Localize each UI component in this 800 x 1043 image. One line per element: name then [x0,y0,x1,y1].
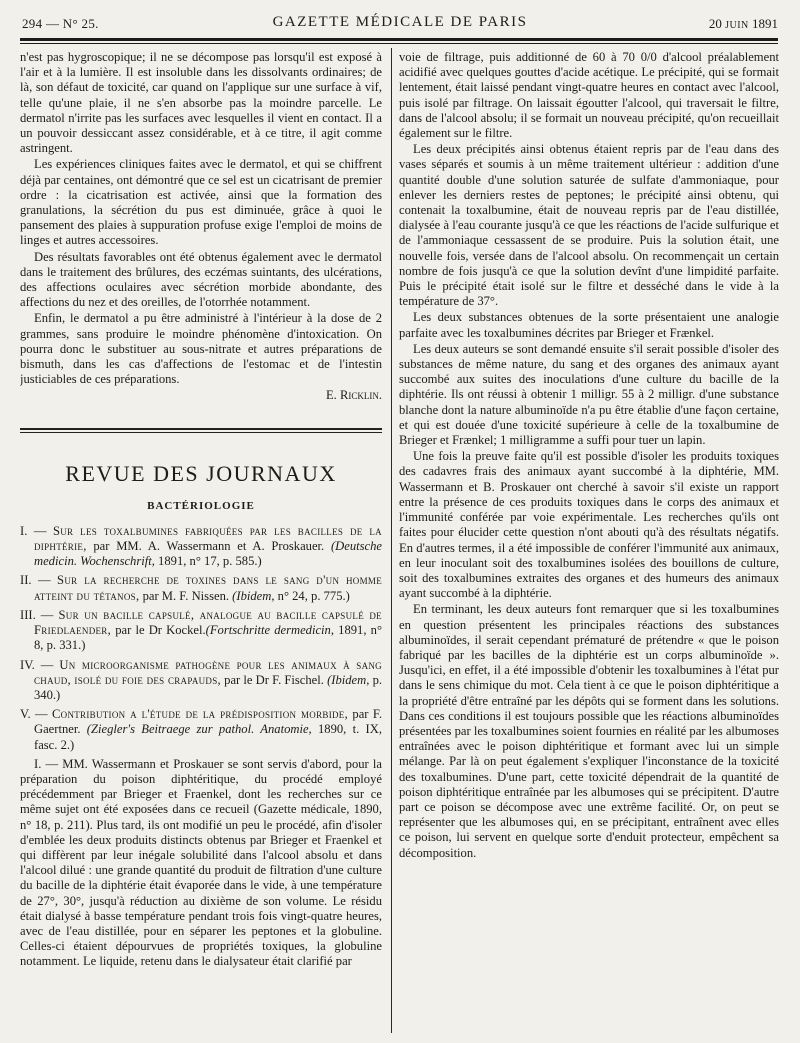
journal-title: GAZETTE MÉDICALE DE PARIS [272,14,528,30]
intro-paragraph-2: Les expériences cliniques faites avec le dermatol, et qui se chiffrent déjà par centaines, ont démontré que ce sel est un cicatrisant de premier ordre : la cicatrisation est activée, ainsi que la formation des granulations, la sécrétion du pus est diminuée, grâce à quoi le pansement des plaies à suppuration profuse exige l'emploi de moins de linges et autres accessoires. [20,157,382,248]
reference-number: II. — [20,573,51,588]
reference-number: IV. — [20,657,54,672]
reference-item [20,573,382,603]
reference-title: Sur la recherche de toxines dans le sang d'un homme atteint du tétanos, [34,573,382,603]
reference-source: (Fortschritte dermedicin, [205,623,334,638]
reference-source: (Deutsche medicin. Wochenschrift, [34,539,382,569]
reference-authors: par M. F. Nissen. [139,588,230,603]
reference-details: p. 340.) [34,672,382,702]
header-rule-thick [20,38,778,41]
intro-paragraph-4: Enfin, le dermatol a pu être administré à l'intérieur à la dose de 2 grammes, sans produire le moindre phénomène d'intoxication. On pourra donc le substituer au sous-nitrate et autres préparations de bismuth, dans les cas d'affections de l'estomac et de l'intestin justiciables de ces préparations. [20,311,382,387]
article-paragraph: voie de filtrage, puis additionné de 60 à 70 0/0 d'alcool préalablement acidifié avec quelques gouttes d'acide acétique. Le précipité, qui se formait lentement, était laissé pendant vingt-quatre heures en contact avec l'alcool, puis isolé par filtrage. On laissait égoutter l'alcool, qui traversait le filtre, dans de l'alcool absolu; il se formait un nouveau précipité, qu'on recueillait également sur le filtre. [399,50,779,141]
reference-title: Sur un bacille capsulé, analogue au bacille capsulé de Friedlaender, [34,607,382,638]
intro-paragraph-1: n'est pas hygroscopique; il ne se décompose pas lorsqu'il est exposé à l'air et à la lumière. Il est insoluble dans les dissolvants ordinaires; de là, son défaut de toxicité, car quand on l'applique sur une surface à vif, telle qu'une plaie, il ne s'en absorbe pas la moindre parcelle. Le dermatol n'irrite pas les surfaces avec lesquelles il vient en contact. Il a un pouvoir dessiccant assez considérable, et à ce titre, il agit comme astringent. [20,50,382,156]
left-column [20,50,382,1035]
reference-title: Un microorganisme pathogène pour les animaux à sang chaud, isolé du foie des crapauds, [34,657,382,687]
article-paragraph: Les deux substances obtenues de la sorte présentaient une analogie parfaite avec les toxalbumines décrites par Brieger et Frænkel. [399,310,779,340]
author-signature: E. Ricklin. [325,388,382,403]
reference-number: III. — [20,607,54,622]
header-rule-thin [20,43,778,44]
reference-details: 1891, n° 17, p. 585.) [154,554,262,569]
reference-title: Contribution a l'étude de la prédisposition morbide, [51,707,349,722]
subsection-title: BACTÉRIOLOGIE [147,499,255,512]
issue-date [709,16,778,32]
reference-item [20,658,382,704]
article-paragraph: Une fois la preuve faite qu'il est possible d'isoler les produits toxiques des cadavres frais des animaux ayant succombé à la diphtérie, MM. Wassermann et B. Proskauer ont cherché à savoir s'il existe un rapport entre la présence de ces produits toxiques dans le corps des animaux et l'immunité conférée par voie expérimentale. Les recherches qu'ils ont faites pour élucider cette question n'ont abouti qu'à des résultats négatifs. En d'autres termes, il a été impossible de conférer l'immunité aux animaux, en leur inoculant soit des toxalbumines isolées des bouillons de culture, soit des toxalbumines extraites des organes et des humeurs des animaux ayant succombé à la diphtérie. [399,449,779,601]
reference-number: I. — [20,523,47,538]
reference-source: (Ibidem, [229,588,275,603]
article-paragraph: Les deux précipités ainsi obtenus étaient repris par de l'eau dans des vases séparés et soumis à un même traitement ultérieur : addition d'une quantité double d'une solution saturée de sulfate d'ammoniaque, pour enlever les derniers restes de peptones; le précipité ainsi obtenu, qui contenait la toxalbumine, était de nouveau repris par de l'eau distillée, dialysée à l'eau courante jusqu'à ce que les réactions de l'acide sulfurique et de l'ammoniaque cessassent de se produire. Puis la solution était, une nouvelle fois, versée dans de l'alcool absolu. On recommençait un certain nombre de fois jusqu'à ce que la solution devînt d'une limpidité parfaite. Puis le précipité était isolé sur le filtre et desséché dans le vide à la température de 37°. [399,142,779,309]
article-paragraph: En terminant, les deux auteurs font remarquer que si les toxalbumines en question présentent les principales réactions des substances albuminoïdes, il serait cependant prématuré de prétendre « que le poison fabriqué par les bacilles de la diphtérie est un corps albuminoïde ». Jusqu'ici, en effet, il a été impossible d'obtenir les toxalbumines à l'état pur dans le sens chimique du mot. Cela tient à ce que le poison diphtéritique a la propriété d'être entraîné par les dépôts qui se forment dans les solutions. Dans ces conditions il est toujours possible que les réactions albuminoïdes présentées par les toxalbumines soient fournies en réalité par les albumoses entraînées avec le poison diphtéritique et formant avec lui un simple mélange. Par là on peut également s'expliquer l'inconstance de la toxicité des toxalbumines. D'une part, cette toxicité dépendrait de la quantité de poison diphtéritique entraînée par les albumoses qui se précipitent. D'autre part ce poison se décompose avec une extrême facilité. Or, on peut se représenter que les albumoses qui, en se précipitant, entraînent avec elles ce poison, lui servent en quelque sorte d'enduit protecteur, empêchent sa décomposition. [399,602,779,860]
reference-authors: par le Dr Kockel. [111,623,206,638]
reference-title: Sur les toxalbumines fabriquées par les bacilles de la diphtérie, [34,523,382,554]
article-paragraph: Les deux auteurs se sont demandé ensuite s'il serait possible d'isoler des substances de même nature, du sang et des organes des animaux ayant succombé aux suites des inoculations d'une culture du bacille de la diphtérie. Ils ont réussi à obtenir 1 milligr. 55 à 2 milligr. d'une substance blanche dont la nature albuminoïde n'a pu être établie d'une façon certaine, et qui est douée d'une toxicité supérieure à celle de la toxalbumine de Brieger et Frænkel; 1 milligramme a suffi pour tuer un lapin. [399,341,779,448]
reference-number: V. — [20,707,48,722]
reference-item [20,608,382,654]
reference-list [20,524,382,753]
reference-authors: par le Dr F. Fischel. [220,672,324,687]
right-column [399,50,779,1035]
section-title: REVUE DES JOURNAUX [65,460,337,486]
reference-authors: par MM. A. Wassermann et A. Proskauer. [86,539,325,554]
reference-details: 1891, n° 8, p. 331.) [34,623,382,653]
article-paragraph: I. — MM. Wassermann et Proskauer se sont servis d'abord, pour la préparation du poison diphtéritique, du procédé employé précédemment par Brieger et Fraenkel, dont les recherches sur ce même sujet ont été exposées dans ce recueil (Gazette médicale, 1890, n° 18, p. 211). Plus tard, ils ont modifié un peu le procédé, afin d'isoler d'emblée les deux produits distincts obtenus par Brieger et Fraenkel et qui diffèrent par leur inégale solubilité dans l'alcool absolu et dans l'alcool dilué : une grande quantité du produit de filtration d'une culture du bacille de la diphtérie était évaporée dans le vide, à une température de 27°, 30°, jusqu'à réduction au dixième de son volume. Le résidu était dialysé à basse température pendant trois fois vingt-quatre heures, avec de l'eau distillée, pour en séparer les peptones et la globuline. Celles-ci étaient dépourvues de propriétés toxiques, la globuline notamment. Le liquide, retenu dans le dialysateur était clarifié par [20,756,382,969]
section-separator [20,428,382,430]
issue-date-day: 20 [708,16,722,31]
page-number: 294 — N° 25. [22,16,99,31]
page-header [22,10,778,36]
issue-date-year: 1891 [752,16,778,31]
section-separator-thin [20,432,382,433]
reference-item [20,707,382,753]
column-divider [391,48,392,1033]
reference-source: (Ziegler's Beitraege zur pathol. Anatomie, [80,722,312,737]
reference-details: 1890, t. IX, fasc. 2.) [34,722,382,752]
reference-item [20,524,382,570]
reference-source: (Ibidem, [323,672,370,687]
issue-date-month: JUIN [725,20,749,31]
reference-details: n° 24, p. 775.) [274,588,350,603]
intro-paragraph-3: Des résultats favorables ont été obtenus également avec le dermatol dans le traitement des brûlures, des eczémas suintants, des ulcérations, des affections oculaires avec sécrétion morbide abondante, des affections du nez et des oreilles, de l'otorrhée notamment. [20,249,382,310]
reference-authors: par F. Gaertner. [34,707,382,737]
